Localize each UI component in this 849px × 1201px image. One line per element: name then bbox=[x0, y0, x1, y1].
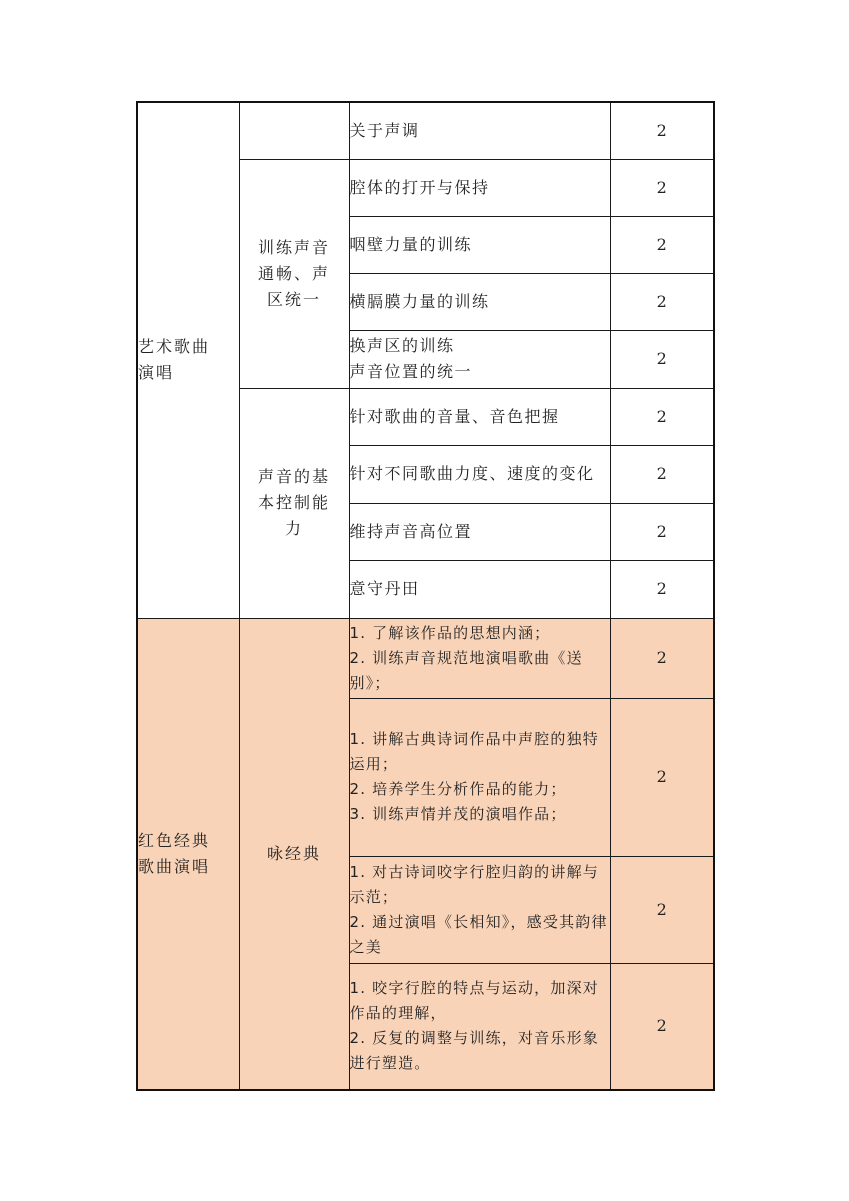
content-line: 横膈膜力量的训练 bbox=[349, 291, 490, 311]
hours-cell: 2 bbox=[610, 102, 714, 159]
content-cell bbox=[349, 963, 610, 1090]
category-cell: 红色经典歌曲演唱 bbox=[137, 618, 239, 1090]
content-line: 2. 培养学生分析作品的能力； bbox=[349, 780, 567, 798]
content-cell bbox=[349, 698, 610, 856]
content-cell bbox=[349, 388, 610, 445]
content-cell bbox=[349, 330, 610, 388]
hours-cell: 2 bbox=[610, 618, 714, 698]
content-cell bbox=[349, 618, 610, 698]
hours-cell: 2 bbox=[610, 856, 714, 963]
hours-cell: 2 bbox=[610, 963, 714, 1090]
hours-cell: 2 bbox=[610, 159, 714, 216]
content-line: 声音位置的统一 bbox=[349, 362, 473, 381]
content-line: 维持声音高位置 bbox=[349, 521, 473, 541]
content-line: 针对歌曲的音量、音色把握 bbox=[349, 406, 560, 426]
content-line: 1. 咬字行腔的特点与运动，加深对作品的理解， bbox=[349, 979, 599, 1023]
hours-cell: 2 bbox=[610, 330, 714, 388]
subtopic-cell: 咏经典 bbox=[239, 618, 349, 1090]
content-cell bbox=[349, 503, 610, 560]
content-cell bbox=[349, 216, 610, 273]
content-line: 1. 讲解古典诗词作品中声腔的独特运用； bbox=[349, 730, 599, 773]
content-line: 1. 了解该作品的思想内涵； bbox=[349, 623, 551, 642]
content-line: 3. 训练声情并茂的演唱作品； bbox=[349, 805, 567, 823]
hours-cell: 2 bbox=[610, 560, 714, 618]
content-cell bbox=[349, 856, 610, 963]
subtopic-cell: 声音的基本控制能力 bbox=[239, 388, 349, 618]
category-cell: 艺术歌曲演唱 bbox=[137, 102, 239, 618]
content-line: 腔体的打开与保持 bbox=[349, 177, 490, 197]
content-line: 关于声调 bbox=[349, 120, 420, 140]
content-line: 针对不同歌曲力度、速度的变化 bbox=[349, 464, 595, 483]
content-line: 咽壁力量的训练 bbox=[349, 234, 473, 254]
hours-cell: 2 bbox=[610, 216, 714, 273]
content-line: 1. 对古诗词咬字行腔归韵的讲解与示范； bbox=[349, 862, 599, 906]
content-line: 意守丹田 bbox=[349, 579, 420, 598]
content-cell bbox=[349, 273, 610, 330]
content-cell bbox=[349, 445, 610, 503]
subtopic-cell bbox=[239, 102, 349, 159]
table-row bbox=[137, 618, 714, 698]
content-line: 2. 训练声音规范地演唱歌曲《送别》； bbox=[349, 648, 583, 692]
hours-cell: 2 bbox=[610, 445, 714, 503]
content-cell bbox=[349, 102, 610, 159]
hours-cell: 2 bbox=[610, 273, 714, 330]
table-row bbox=[137, 102, 714, 159]
content-cell bbox=[349, 560, 610, 618]
subtopic-cell: 训练声音通畅、声区统一 bbox=[239, 159, 349, 388]
hours-cell: 2 bbox=[610, 388, 714, 445]
hours-cell: 2 bbox=[610, 503, 714, 560]
course-schedule-table bbox=[136, 101, 715, 1091]
content-line: 2. 通过演唱《长相知》，感受其韵律之美 bbox=[349, 912, 608, 956]
content-line: 换声区的训练 bbox=[349, 336, 455, 355]
content-line: 2. 反复的调整与训练，对音乐形象进行塑造。 bbox=[349, 1029, 599, 1073]
content-cell bbox=[349, 159, 610, 216]
hours-cell: 2 bbox=[610, 698, 714, 856]
